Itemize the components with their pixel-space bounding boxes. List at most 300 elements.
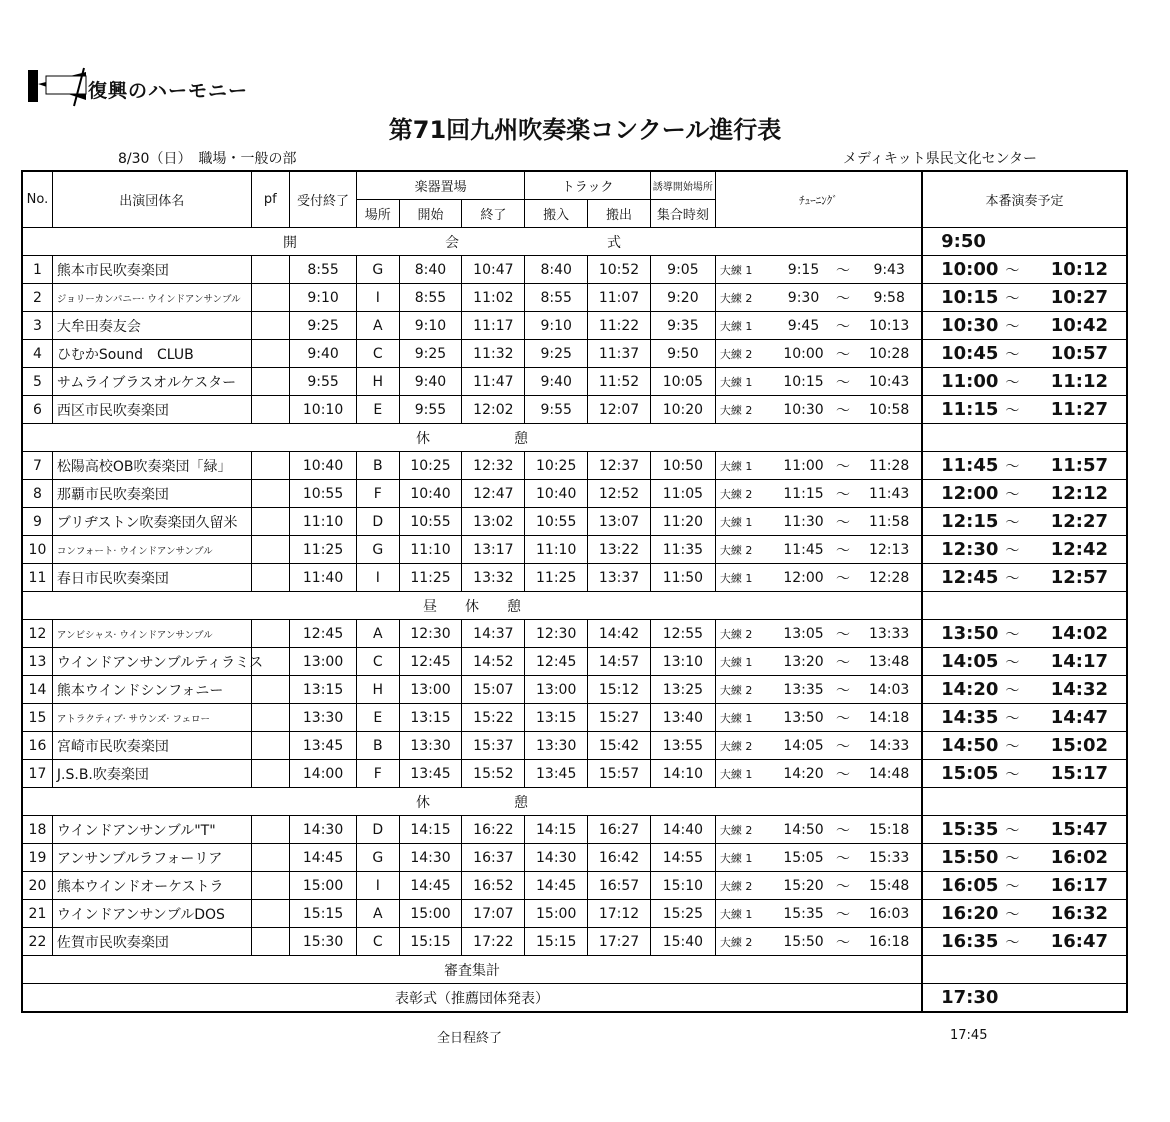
performance-start: 10:00 [922, 256, 989, 284]
performance-end: 14:02 [1036, 620, 1127, 648]
table-row [22, 564, 1127, 592]
storage-end: 12:47 [462, 480, 525, 508]
tuning-tilde: ～ [829, 900, 857, 928]
reception-end-time: 11:25 [290, 536, 357, 564]
tuning-room: 大練 2 [715, 620, 778, 648]
table-row [22, 284, 1127, 312]
tuning-tilde: ～ [829, 648, 857, 676]
truck-load-in: 14:45 [525, 872, 588, 900]
gather-time: 15:10 [650, 872, 715, 900]
reception-end-time: 10:10 [290, 396, 357, 424]
row-no: 20 [22, 872, 52, 900]
storage-place: H [357, 368, 400, 396]
col-truck: トラック [525, 171, 651, 200]
tuning-room: 大練 1 [715, 368, 778, 396]
truck-load-in: 12:30 [525, 620, 588, 648]
table-row [22, 620, 1127, 648]
pf-cell [251, 536, 290, 564]
pf-cell [251, 620, 290, 648]
performance-tilde: ～ [989, 312, 1036, 340]
storage-start: 8:40 [399, 256, 462, 284]
storage-place: F [357, 480, 400, 508]
performance-start: 15:35 [922, 816, 989, 844]
performance-end: 11:12 [1036, 368, 1127, 396]
col-no: No. [22, 171, 52, 228]
gather-time: 11:05 [650, 480, 715, 508]
group-name: ブリヂストン吹奏楽団久留米 [52, 508, 251, 536]
tuning-room: 大練 1 [715, 508, 778, 536]
tuning-room: 大練 1 [715, 312, 778, 340]
pf-cell [251, 676, 290, 704]
storage-place: H [357, 676, 400, 704]
storage-start: 11:10 [399, 536, 462, 564]
row-no: 16 [22, 732, 52, 760]
table-row [22, 256, 1127, 284]
col-end: 終了 [462, 200, 525, 228]
storage-place: I [357, 872, 400, 900]
truck-load-out: 16:42 [588, 844, 651, 872]
gather-time: 11:50 [650, 564, 715, 592]
performance-tilde: ～ [989, 676, 1036, 704]
truck-load-out: 12:37 [588, 452, 651, 480]
tuning-start: 15:50 [778, 928, 829, 956]
storage-start: 13:15 [399, 704, 462, 732]
judging-performance-blank [922, 956, 1127, 984]
performance-start: 11:45 [922, 452, 989, 480]
break-row [22, 788, 1127, 816]
storage-place: A [357, 900, 400, 928]
tuning-start: 12:00 [778, 564, 829, 592]
truck-load-out: 11:07 [588, 284, 651, 312]
pf-cell [251, 312, 290, 340]
gather-time: 13:10 [650, 648, 715, 676]
performance-tilde: ～ [989, 368, 1036, 396]
performance-start: 10:45 [922, 340, 989, 368]
group-name: 佐賀市民吹奏楽団 [52, 928, 251, 956]
gather-time: 10:20 [650, 396, 715, 424]
truck-load-in: 12:45 [525, 648, 588, 676]
truck-load-in: 13:45 [525, 760, 588, 788]
performance-start: 12:45 [922, 564, 989, 592]
performance-end: 14:17 [1036, 648, 1127, 676]
storage-start: 13:30 [399, 732, 462, 760]
row-no: 7 [22, 452, 52, 480]
truck-load-in: 9:40 [525, 368, 588, 396]
tuning-end: 12:28 [857, 564, 922, 592]
tuning-end: 9:58 [857, 284, 922, 312]
storage-start: 14:30 [399, 844, 462, 872]
truck-load-out: 15:57 [588, 760, 651, 788]
judging-label: 審査集計 [22, 956, 922, 984]
tuning-tilde: ～ [829, 928, 857, 956]
tuning-start: 9:30 [778, 284, 829, 312]
tuning-start: 9:15 [778, 256, 829, 284]
truck-load-out: 12:07 [588, 396, 651, 424]
storage-start: 12:30 [399, 620, 462, 648]
storage-start: 11:25 [399, 564, 462, 592]
gather-time: 14:10 [650, 760, 715, 788]
storage-end: 11:17 [462, 312, 525, 340]
gather-time: 12:55 [650, 620, 715, 648]
row-no: 10 [22, 536, 52, 564]
storage-place: F [357, 760, 400, 788]
ceremony-time: 17:30 [922, 984, 1127, 1013]
reception-end-time: 9:40 [290, 340, 357, 368]
storage-start: 13:45 [399, 760, 462, 788]
performance-end: 11:57 [1036, 452, 1127, 480]
truck-load-out: 13:07 [588, 508, 651, 536]
break-performance-blank [922, 424, 1127, 452]
performance-tilde: ～ [989, 396, 1036, 424]
group-name: 熊本ウインドシンフォニー [52, 676, 251, 704]
gather-time: 13:55 [650, 732, 715, 760]
row-no: 18 [22, 816, 52, 844]
col-instrument-storage: 楽器置場 [357, 171, 525, 200]
tuning-room: 大練 2 [715, 732, 778, 760]
event-date: 8/30（日） 職場・一般の部 [118, 151, 297, 167]
tuning-room: 大練 2 [715, 676, 778, 704]
gather-time: 15:40 [650, 928, 715, 956]
row-no: 9 [22, 508, 52, 536]
tuning-room: 大練 1 [715, 564, 778, 592]
performance-tilde: ～ [989, 564, 1036, 592]
performance-tilde: ～ [989, 480, 1036, 508]
tuning-room: 大練 1 [715, 704, 778, 732]
row-no: 3 [22, 312, 52, 340]
truck-load-in: 10:55 [525, 508, 588, 536]
logo-text: 復興のハーモニー [88, 80, 249, 102]
tuning-room: 大練 2 [715, 816, 778, 844]
storage-end: 14:52 [462, 648, 525, 676]
storage-start: 14:15 [399, 816, 462, 844]
performance-tilde: ～ [989, 816, 1036, 844]
truck-load-out: 17:12 [588, 900, 651, 928]
performance-start: 14:35 [922, 704, 989, 732]
group-name: コンフォート· ウインドアンサンブル [52, 536, 251, 564]
tuning-tilde: ～ [829, 312, 857, 340]
tuning-room: 大練 2 [715, 536, 778, 564]
table-row [22, 312, 1127, 340]
col-load-in: 搬入 [525, 200, 588, 228]
pf-cell [251, 340, 290, 368]
gather-time: 10:05 [650, 368, 715, 396]
performance-tilde: ～ [989, 620, 1036, 648]
tuning-room: 大練 1 [715, 256, 778, 284]
performance-start: 15:50 [922, 844, 989, 872]
performance-end: 10:42 [1036, 312, 1127, 340]
row-no: 1 [22, 256, 52, 284]
storage-place: E [357, 396, 400, 424]
storage-end: 15:52 [462, 760, 525, 788]
performance-start: 16:20 [922, 900, 989, 928]
tuning-end: 11:58 [857, 508, 922, 536]
tuning-room: 大練 2 [715, 480, 778, 508]
gather-time: 11:35 [650, 536, 715, 564]
pf-cell [251, 396, 290, 424]
truck-load-in: 9:25 [525, 340, 588, 368]
tuning-tilde: ～ [829, 396, 857, 424]
tuning-start: 13:20 [778, 648, 829, 676]
storage-end: 11:02 [462, 284, 525, 312]
pf-cell [251, 816, 290, 844]
tuning-room: 大練 2 [715, 396, 778, 424]
tuning-tilde: ～ [829, 704, 857, 732]
performance-start: 10:30 [922, 312, 989, 340]
tuning-start: 9:45 [778, 312, 829, 340]
performance-start: 14:05 [922, 648, 989, 676]
reception-end-time: 15:00 [290, 872, 357, 900]
row-no: 14 [22, 676, 52, 704]
performance-end: 12:27 [1036, 508, 1127, 536]
tuning-end: 10:13 [857, 312, 922, 340]
performance-tilde: ～ [989, 900, 1036, 928]
row-no: 2 [22, 284, 52, 312]
truck-load-in: 14:15 [525, 816, 588, 844]
table-row [22, 676, 1127, 704]
tuning-tilde: ～ [829, 536, 857, 564]
storage-start: 14:45 [399, 872, 462, 900]
table-row [22, 928, 1127, 956]
break-label: 休 憩 [22, 788, 922, 816]
table-row [22, 872, 1127, 900]
break-label: 休 憩 [22, 424, 922, 452]
tuning-tilde: ～ [829, 452, 857, 480]
performance-end: 10:27 [1036, 284, 1127, 312]
performance-end: 16:47 [1036, 928, 1127, 956]
tuning-tilde: ～ [829, 872, 857, 900]
storage-place: A [357, 620, 400, 648]
performance-tilde: ～ [989, 284, 1036, 312]
tuning-start: 15:35 [778, 900, 829, 928]
table-row [22, 480, 1127, 508]
tuning-end: 13:33 [857, 620, 922, 648]
gather-time: 14:40 [650, 816, 715, 844]
tuning-end: 11:43 [857, 480, 922, 508]
reception-end-time: 13:15 [290, 676, 357, 704]
truck-load-out: 15:27 [588, 704, 651, 732]
storage-end: 14:37 [462, 620, 525, 648]
performance-tilde: ～ [989, 452, 1036, 480]
row-no: 11 [22, 564, 52, 592]
tuning-tilde: ～ [829, 284, 857, 312]
storage-place: G [357, 844, 400, 872]
tuning-start: 15:05 [778, 844, 829, 872]
pf-cell [251, 564, 290, 592]
performance-end: 16:32 [1036, 900, 1127, 928]
footer-label: 全日程終了 [437, 1031, 503, 1046]
storage-end: 12:32 [462, 452, 525, 480]
storage-place: B [357, 732, 400, 760]
footer-time: 17:45 [950, 1028, 988, 1043]
reception-end-time: 13:00 [290, 648, 357, 676]
tuning-tilde: ～ [829, 564, 857, 592]
col-place: 場所 [357, 200, 400, 228]
performance-start: 14:20 [922, 676, 989, 704]
performance-tilde: ～ [989, 732, 1036, 760]
tuning-end: 14:18 [857, 704, 922, 732]
storage-place: E [357, 704, 400, 732]
gather-time: 11:20 [650, 508, 715, 536]
tuning-room: 大練 2 [715, 340, 778, 368]
col-guide-top: 誘導開始場所 [650, 171, 715, 200]
truck-load-in: 10:40 [525, 480, 588, 508]
performance-start: 12:00 [922, 480, 989, 508]
storage-place: C [357, 648, 400, 676]
performance-start: 12:30 [922, 536, 989, 564]
storage-end: 17:22 [462, 928, 525, 956]
group-name: ジョリーカンパニー· ウインドアンサンブル [52, 284, 251, 312]
row-no: 4 [22, 340, 52, 368]
row-no: 12 [22, 620, 52, 648]
break-performance-blank [922, 592, 1127, 620]
storage-end: 17:07 [462, 900, 525, 928]
performance-end: 15:17 [1036, 760, 1127, 788]
reception-end-time: 15:30 [290, 928, 357, 956]
storage-place: I [357, 284, 400, 312]
tuning-start: 13:50 [778, 704, 829, 732]
group-name: 宮崎市民吹奏楽団 [52, 732, 251, 760]
table-row [22, 340, 1127, 368]
storage-place: B [357, 452, 400, 480]
tuning-tilde: ～ [829, 620, 857, 648]
tuning-start: 13:05 [778, 620, 829, 648]
col-performance: 本番演奏予定 [922, 171, 1127, 228]
truck-load-in: 13:00 [525, 676, 588, 704]
ceremony-row [22, 984, 1127, 1013]
truck-load-out: 11:22 [588, 312, 651, 340]
row-no: 15 [22, 704, 52, 732]
tuning-tilde: ～ [829, 732, 857, 760]
storage-start: 13:00 [399, 676, 462, 704]
pf-cell [251, 368, 290, 396]
tuning-start: 14:20 [778, 760, 829, 788]
gather-time: 14:55 [650, 844, 715, 872]
group-name: 那覇市民吹奏楽団 [52, 480, 251, 508]
tuning-start: 14:05 [778, 732, 829, 760]
tuning-start: 13:35 [778, 676, 829, 704]
tuning-start: 11:00 [778, 452, 829, 480]
judging-row [22, 956, 1127, 984]
storage-start: 10:55 [399, 508, 462, 536]
storage-place: G [357, 256, 400, 284]
pf-cell [251, 704, 290, 732]
truck-load-out: 16:27 [588, 816, 651, 844]
tuning-end: 15:33 [857, 844, 922, 872]
truck-load-out: 14:57 [588, 648, 651, 676]
performance-tilde: ～ [989, 872, 1036, 900]
truck-load-out: 14:42 [588, 620, 651, 648]
performance-tilde: ～ [989, 704, 1036, 732]
performance-start: 16:35 [922, 928, 989, 956]
performance-start: 13:50 [922, 620, 989, 648]
row-no: 17 [22, 760, 52, 788]
performance-end: 16:02 [1036, 844, 1127, 872]
ceremony-label: 表彰式（推薦団体発表） [22, 984, 922, 1013]
truck-load-in: 11:10 [525, 536, 588, 564]
performance-start: 14:50 [922, 732, 989, 760]
gather-time: 15:25 [650, 900, 715, 928]
reception-end-time: 10:55 [290, 480, 357, 508]
row-no: 5 [22, 368, 52, 396]
group-name: ウインドアンサンブル"T" [52, 816, 251, 844]
truck-load-out: 17:27 [588, 928, 651, 956]
tuning-end: 15:18 [857, 816, 922, 844]
truck-load-out: 11:37 [588, 340, 651, 368]
opening-label: 開 会 式 [22, 228, 922, 256]
tuning-tilde: ～ [829, 816, 857, 844]
pf-cell [251, 844, 290, 872]
col-pf: pf [251, 171, 290, 228]
tuning-end: 13:48 [857, 648, 922, 676]
table-row [22, 648, 1127, 676]
storage-place: A [357, 312, 400, 340]
storage-end: 13:32 [462, 564, 525, 592]
tuning-room: 大練 1 [715, 648, 778, 676]
venue-name: メディキット県民文化センター [843, 151, 1038, 167]
row-no: 22 [22, 928, 52, 956]
reception-end-time: 11:40 [290, 564, 357, 592]
reception-end-time: 10:40 [290, 452, 357, 480]
tuning-tilde: ～ [829, 340, 857, 368]
table-row [22, 396, 1127, 424]
pf-cell [251, 452, 290, 480]
storage-place: C [357, 928, 400, 956]
reception-end-time: 9:25 [290, 312, 357, 340]
reception-end-time: 14:30 [290, 816, 357, 844]
performance-tilde: ～ [989, 340, 1036, 368]
group-name: 熊本市民吹奏楽団 [52, 256, 251, 284]
gather-time: 9:35 [650, 312, 715, 340]
group-name: ウインドアンサンブルティラミス [52, 648, 251, 676]
storage-end: 13:02 [462, 508, 525, 536]
storage-end: 13:17 [462, 536, 525, 564]
group-name: サムライブラスオルケスター [52, 368, 251, 396]
reception-end-time: 12:45 [290, 620, 357, 648]
tuning-room: 大練 2 [715, 872, 778, 900]
truck-load-out: 10:52 [588, 256, 651, 284]
storage-start: 9:25 [399, 340, 462, 368]
reception-end-time: 8:55 [290, 256, 357, 284]
truck-load-out: 13:37 [588, 564, 651, 592]
truck-load-in: 14:30 [525, 844, 588, 872]
truck-load-in: 13:15 [525, 704, 588, 732]
performance-start: 12:15 [922, 508, 989, 536]
tuning-tilde: ～ [829, 508, 857, 536]
tuning-room: 大練 1 [715, 452, 778, 480]
gather-time: 9:20 [650, 284, 715, 312]
performance-end: 14:47 [1036, 704, 1127, 732]
storage-end: 16:52 [462, 872, 525, 900]
storage-start: 10:25 [399, 452, 462, 480]
pf-cell [251, 480, 290, 508]
col-load-out: 搬出 [588, 200, 651, 228]
gather-time: 9:05 [650, 256, 715, 284]
performance-start: 11:15 [922, 396, 989, 424]
performance-tilde: ～ [989, 844, 1036, 872]
reception-end-time: 11:10 [290, 508, 357, 536]
truck-load-out: 15:42 [588, 732, 651, 760]
tuning-room: 大練 1 [715, 760, 778, 788]
group-name: ウインドアンサンブルDOS [52, 900, 251, 928]
tuning-start: 10:15 [778, 368, 829, 396]
tuning-end: 15:48 [857, 872, 922, 900]
storage-end: 11:32 [462, 340, 525, 368]
col-start: 開始 [399, 200, 462, 228]
group-name: 熊本ウインドオーケストラ [52, 872, 251, 900]
storage-end: 10:47 [462, 256, 525, 284]
performance-end: 11:27 [1036, 396, 1127, 424]
reception-end-time: 13:30 [290, 704, 357, 732]
